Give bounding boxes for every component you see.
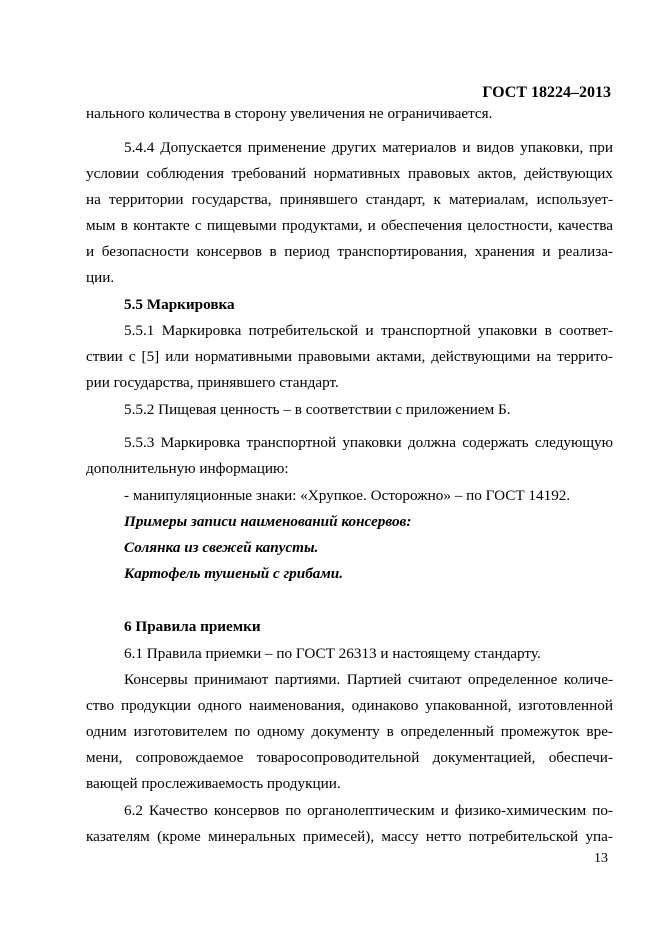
text-line: казателям (кроме минеральных примесей), массу нетто потребительской упа- [86, 828, 613, 845]
text-line: рии государства, принявшего стандарт. [86, 374, 339, 391]
document-header: ГОСТ 18224–2013 [482, 84, 611, 101]
section-heading: 6 Правила приемки [124, 618, 261, 635]
text-line: одним изготовителем по одному документу в определенный промежуток вре- [86, 723, 613, 740]
example-item: Солянка из свежей капусты. [124, 539, 319, 556]
text-line: 6.2 Качество консервов по органолептическим и физико-химическим по- [124, 802, 613, 819]
text-line: мым в контакте с пищевыми продуктами, и обеспечения целостности, качества [86, 217, 613, 234]
text-line: ции. [86, 269, 115, 286]
text-line: ство продукции одного наименования, одинаково упакованной, изготовленной [86, 697, 613, 714]
text-line: 5.5.3 Маркировка транспортной упаковки должна содержать следующую [124, 434, 613, 451]
text-line: вающей прослеживаемость продукции. [86, 775, 341, 792]
text-line: ствии с [5] или нормативными правовыми актами, действующими на террито- [86, 348, 613, 365]
text-line: 5.4.4 Допускается применение других материалов и видов упаковки, при [124, 139, 613, 156]
example-heading: Примеры записи наименований консервов: [124, 513, 412, 530]
text-line: на территории государства, принявшего стандарт, к материалам, использует- [86, 191, 613, 208]
text-line: 5.5.2 Пищевая ценность – в соответствии с приложением Б. [124, 401, 511, 418]
text-line: нального количества в сторону увеличения не ограничивается. [86, 105, 493, 122]
section-heading: 5.5 Маркировка [124, 296, 235, 313]
text-line: условии соблюдения требований нормативных правовых актов, действующих [86, 165, 613, 182]
text-line: Консервы принимают партиями. Партией считают определенное количе- [124, 671, 613, 688]
text-line: и безопасности консервов в период транспортирования, хранения и реализа- [86, 243, 613, 260]
text-line: мени, сопровождаемое товаросопроводительной документацией, обеспечи- [86, 749, 613, 766]
text-line: 5.5.1 Маркировка потребительской и транспортной упаковки в соответ- [124, 322, 613, 339]
text-line: 6.1 Правила приемки – по ГОСТ 26313 и настоящему стандарту. [124, 645, 541, 662]
text-line: дополнительную информацию: [86, 460, 289, 477]
text-line: - манипуляционные знаки: «Хрупкое. Осторожно» – по ГОСТ 14192. [124, 487, 571, 504]
example-item: Картофель тушеный с грибами. [124, 565, 344, 582]
page-number: 13 [594, 851, 608, 866]
